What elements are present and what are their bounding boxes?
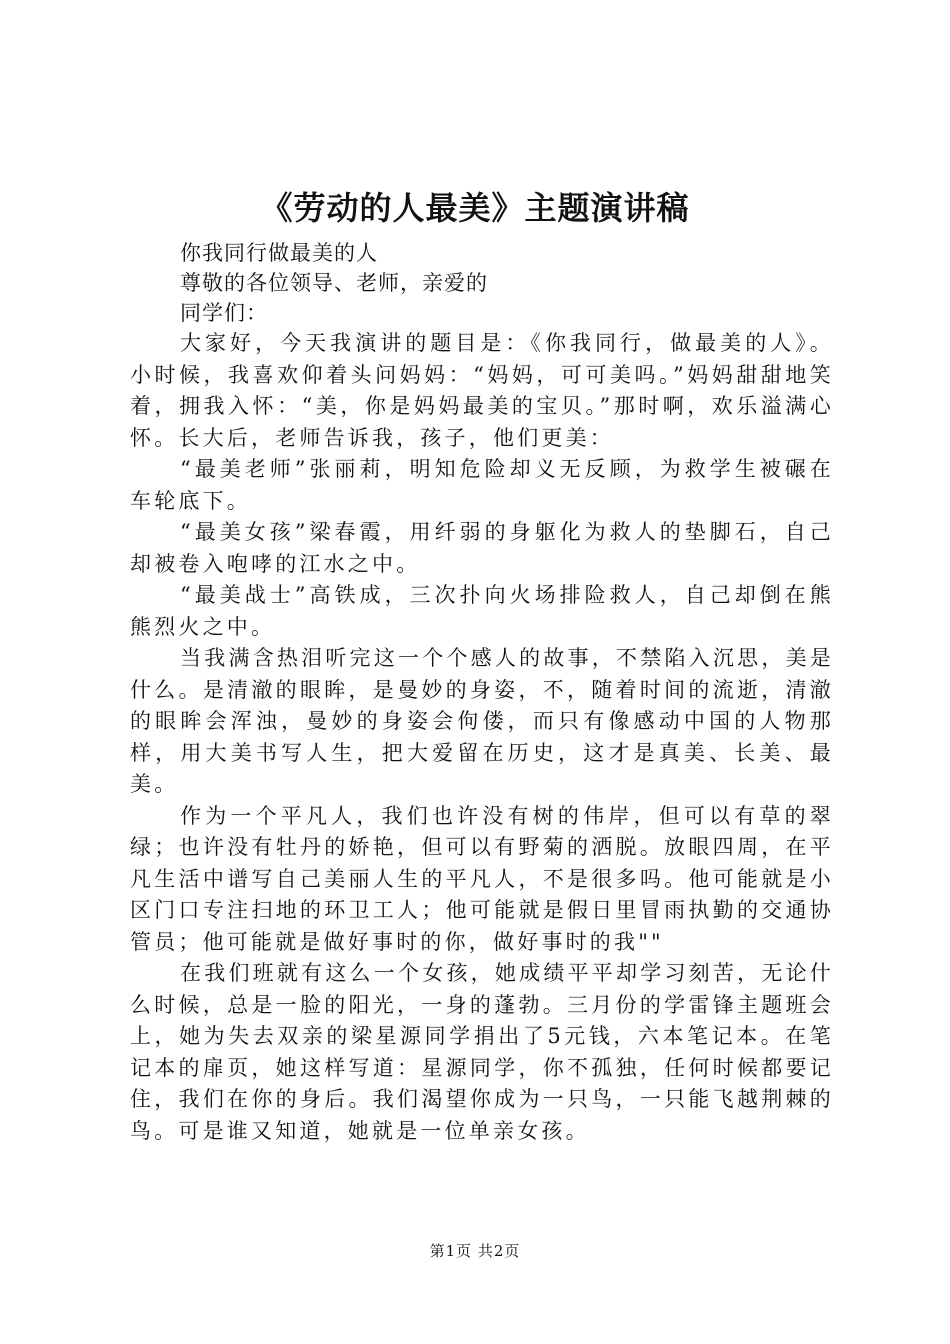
paragraph: 在我们班就有这么一个女孩，她成绩平平却学习刻苦，无论什么时候，总是一脸的阳光，一身的蓬勃。三月份的学雷锋主题班会上，她为失去双亲的梁星源同学捐出了5元钱，六本笔记本。在笔记本的扉页，她这样写道：星源同学，你不孤独，任何时候都要记住，我们在你的身后。我们渴望你成为一只鸟，一只能飞越荆棘的鸟。可是谁又知道，她就是一位单亲女孩。 bbox=[130, 961, 834, 1143]
speech-body bbox=[130, 328, 834, 1147]
document-title: 《劳动的人最美》主题演讲稿 bbox=[260, 189, 690, 227]
paragraph: “最美战士”高铁成，三次扑向火场排险救人，自己却倒在熊熊烈火之中。 bbox=[130, 583, 834, 639]
salutation-line-continued: 同学们： bbox=[180, 301, 268, 325]
subtitle-line: 你我同行做最美的人 bbox=[180, 241, 378, 265]
paragraph: “最美女孩”梁春霞，用纤弱的身躯化为救人的垫脚石，自己却被卷入咆哮的江水之中。 bbox=[130, 520, 834, 576]
paragraph: “最美老师”张丽莉，明知危险却义无反顾，为救学生被碾在车轮底下。 bbox=[130, 457, 834, 513]
paragraph: 当我满含热泪听完这一个个感人的故事，不禁陷入沉思，美是什么。是清澈的眼眸，是曼妙的身姿，不，随着时间的流逝，清澈的眼眸会浑浊，曼妙的身姿会佝偻，而只有像感动中国的人物那样，用大美书写人生，把大爱留在历史，这才是真美、长美、最美。 bbox=[130, 646, 834, 796]
paragraph: 大家好，今天我演讲的题目是：《你我同行，做最美的人》。小时候，我喜欢仰着头问妈妈：“妈妈，可可美吗。”妈妈甜甜地笑着，拥我入怀：“美，你是妈妈最美的宝贝。”那时啊，欢乐溢满心怀。长大后，老师告诉我，孩子，他们更美： bbox=[130, 331, 834, 450]
salutation-line: 尊敬的各位领导、老师，亲爱的 bbox=[180, 271, 488, 295]
paragraph: 作为一个平凡人，我们也许没有树的伟岸，但可以有草的翠绿；也许没有牡丹的娇艳，但可以有野菊的洒脱。放眼四周，在平凡生活中谱写自己美丽人生的平凡人，不是很多吗。他可能就是小区门口专注扫地的环卫工人；他可能就是假日里冒雨执勤的交通协管员；他可能就是做好事时的你，做好事时的我"" bbox=[130, 803, 834, 954]
page-number-footer: 第1页 共2页 bbox=[429, 1242, 521, 1260]
